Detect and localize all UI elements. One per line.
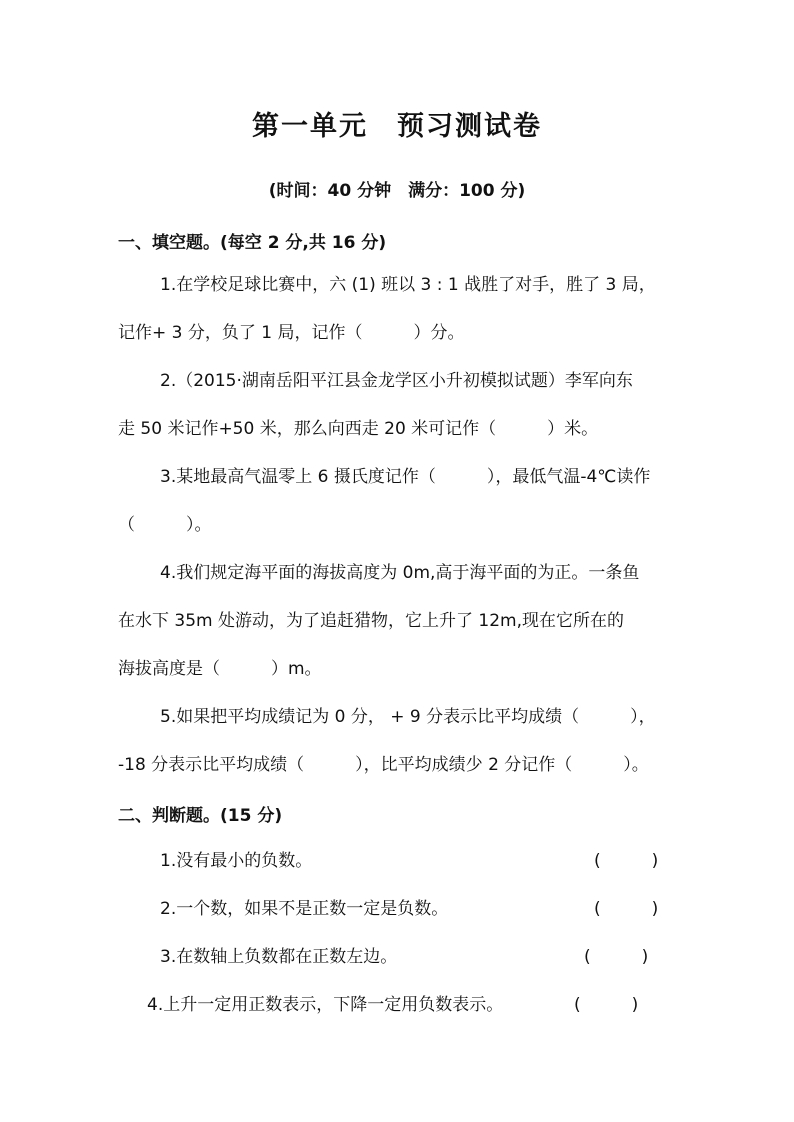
judgment-item-2-blank: ( ): [594, 899, 659, 919]
judgment-item-2-text: 2.一个数，如果不是正数一定是负数。: [160, 899, 449, 919]
question-4-line-2: 在水下 35m 处游动，为了追赶猎物，它上升了 12m,现在它所在的: [118, 611, 624, 631]
section-2-heading: 二、判断题。(15 分): [118, 806, 283, 826]
judgment-item-4-blank: ( ): [574, 995, 639, 1015]
judgment-item-4-text: 4.上升一定用正数表示，下降一定用负数表示。: [147, 995, 504, 1015]
section-1-heading: 一、填空题。(每空 2 分,共 16 分): [118, 233, 387, 253]
judgment-item-3-text: 3.在数轴上负数都在正数左边。: [160, 947, 398, 967]
question-2-line-1: 2.（2015·湖南岳阳平江县金龙学区小升初模拟试题）李军向东: [160, 371, 633, 391]
judgment-item-1-blank: ( ): [594, 851, 659, 871]
question-1-line-1: 1.在学校足球比赛中，六 (1) 班以 3 : 1 战胜了对手，胜了 3 局，: [160, 275, 656, 295]
question-3-line-2: （ ）。: [118, 515, 212, 535]
judgment-item-3-blank: ( ): [584, 947, 649, 967]
judgment-item-1-text: 1.没有最小的负数。: [160, 851, 313, 871]
question-1-line-2: 记作+ 3 分，负了 1 局，记作（ ）分。: [118, 323, 465, 343]
question-3-line-1: 3.某地最高气温零上 6 摄氏度记作（ ），最低气温-4℃读作: [160, 467, 651, 487]
question-4-line-3: 海拔高度是（ ）m。: [118, 659, 322, 679]
question-2-line-2: 走 50 米记作+50 米，那么向西走 20 米可记作（ ）米。: [118, 419, 599, 439]
page-title: 第一单元 预习测试卷: [252, 111, 542, 142]
question-4-line-1: 4.我们规定海平面的海拔高度为 0m,高于海平面的为正。一条鱼: [160, 563, 640, 583]
exam-time-score: (时间：40 分钟 满分：100 分): [268, 181, 526, 201]
question-5-line-2: -18 分表示比平均成绩（ ），比平均成绩少 2 分记作（ ）。: [118, 755, 649, 775]
question-5-line-1: 5.如果把平均成绩记为 0 分， + 9 分表示比平均成绩（ ），: [160, 707, 656, 727]
